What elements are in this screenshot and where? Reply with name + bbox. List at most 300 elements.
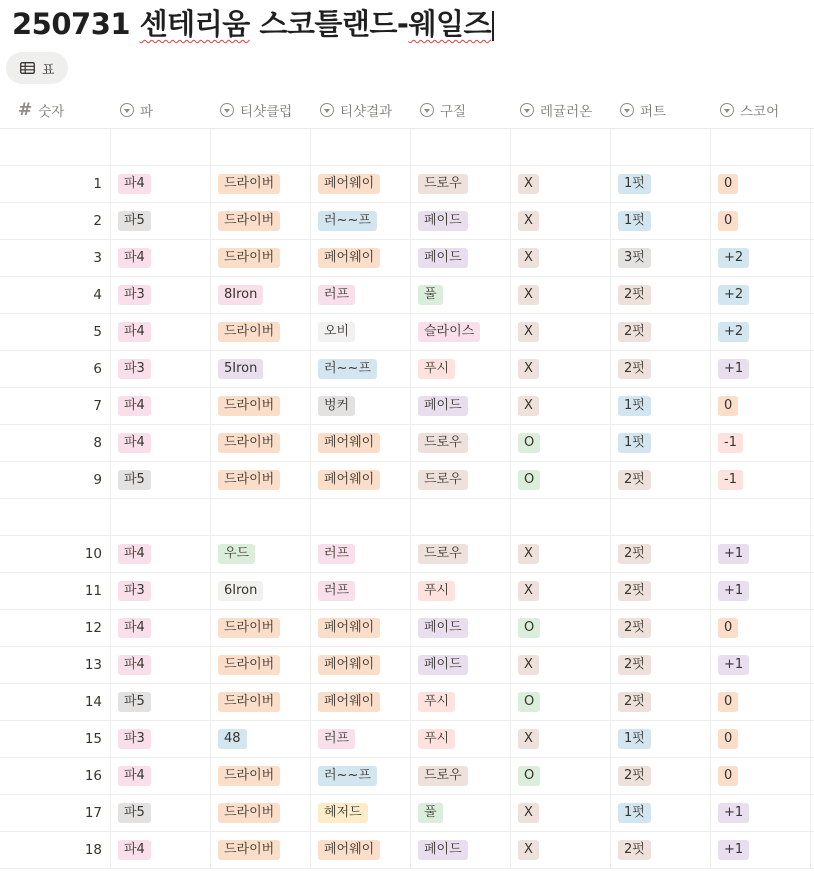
cell-score[interactable] <box>718 314 810 350</box>
table-row[interactable] <box>0 610 814 647</box>
cell-putt[interactable] <box>618 647 710 683</box>
cell-putt[interactable] <box>618 832 710 868</box>
column-divider <box>510 647 511 683</box>
column-divider <box>410 536 411 572</box>
cell-putt[interactable] <box>618 684 710 720</box>
table-row[interactable] <box>0 647 814 684</box>
cell-score[interactable] <box>718 536 810 572</box>
cell-result[interactable] <box>318 351 410 387</box>
cell-score[interactable] <box>718 203 810 239</box>
column-divider <box>610 721 611 757</box>
select-icon <box>320 103 334 117</box>
cell-result[interactable] <box>318 314 410 350</box>
column-divider <box>210 758 211 794</box>
column-header-club[interactable] <box>210 92 310 128</box>
view-tab-table[interactable] <box>6 52 68 84</box>
column-divider <box>210 203 211 239</box>
column-divider <box>110 684 111 720</box>
cell-score[interactable] <box>718 166 810 202</box>
club-tag: 드라이버 <box>218 174 280 194</box>
par-tag: 파4 <box>118 544 151 564</box>
par-tag: 파4 <box>118 396 151 416</box>
cell-result[interactable] <box>318 277 410 313</box>
cell-score[interactable] <box>718 462 810 498</box>
gir-tag: X <box>518 655 539 675</box>
cell-num[interactable]: 11 <box>84 583 102 599</box>
cell-par[interactable] <box>118 277 210 313</box>
club-tag: 드라이버 <box>218 692 280 712</box>
cell-score[interactable] <box>718 721 810 757</box>
cell-gir[interactable] <box>518 240 610 276</box>
cell-result[interactable] <box>318 832 410 868</box>
result-tag: 러프 <box>318 729 355 749</box>
gir-tag: X <box>518 544 539 564</box>
putt-tag: 2펏 <box>618 544 651 564</box>
cell-quality[interactable] <box>418 684 510 720</box>
cell-num[interactable]: 6 <box>93 361 102 377</box>
title-misspelled-word: 센테리움 <box>139 7 250 41</box>
column-divider <box>610 795 611 831</box>
column-divider <box>110 499 111 535</box>
cell-num[interactable]: 16 <box>84 768 102 784</box>
gir-tag: O <box>518 433 540 453</box>
cell-putt[interactable] <box>618 203 710 239</box>
cell-club[interactable] <box>218 277 310 313</box>
cell-result[interactable] <box>318 684 410 720</box>
cell-club[interactable] <box>218 351 310 387</box>
cell-gir[interactable] <box>518 721 610 757</box>
table-row[interactable] <box>0 388 814 425</box>
cell-club[interactable] <box>218 388 310 424</box>
cell-result[interactable] <box>318 240 410 276</box>
cell-putt[interactable] <box>618 462 710 498</box>
quality-tag: 페이드 <box>418 248 468 268</box>
quality-tag: 푸시 <box>418 359 455 379</box>
club-tag: 드라이버 <box>218 322 280 342</box>
cell-quality[interactable] <box>418 462 510 498</box>
column-divider <box>210 536 211 572</box>
table-icon <box>20 62 35 74</box>
column-divider <box>110 758 111 794</box>
column-divider <box>710 203 711 239</box>
column-divider <box>410 721 411 757</box>
cell-par[interactable] <box>118 610 210 646</box>
putt-tag: 2펏 <box>618 581 651 601</box>
putt-tag: 2펏 <box>618 766 651 786</box>
cell-club[interactable] <box>218 758 310 794</box>
result-tag: 페어웨이 <box>318 433 380 453</box>
column-header-gir[interactable] <box>510 92 610 128</box>
cell-gir[interactable] <box>518 314 610 350</box>
cell-par[interactable] <box>118 425 210 461</box>
table-row[interactable] <box>0 758 814 795</box>
cell-quality[interactable] <box>418 314 510 350</box>
column-divider <box>610 832 611 868</box>
cell-num[interactable]: 1 <box>93 176 102 192</box>
cell-score[interactable] <box>718 425 810 461</box>
cell-num[interactable]: 13 <box>84 657 102 673</box>
table-row-empty[interactable] <box>0 499 814 536</box>
cell-gir[interactable] <box>518 573 610 609</box>
column-divider <box>410 277 411 313</box>
column-divider <box>610 166 611 202</box>
cell-score[interactable] <box>718 832 810 868</box>
cell-quality[interactable] <box>418 388 510 424</box>
column-header-score[interactable] <box>710 92 810 128</box>
column-divider <box>610 573 611 609</box>
cell-putt[interactable] <box>618 758 710 794</box>
cell-result[interactable] <box>318 721 410 757</box>
cell-score[interactable] <box>718 277 810 313</box>
cell-result[interactable] <box>318 536 410 572</box>
column-header-result[interactable] <box>310 92 410 128</box>
cell-club[interactable] <box>218 795 310 831</box>
table-row[interactable] <box>0 425 814 462</box>
column-divider <box>810 240 811 276</box>
cell-gir[interactable] <box>518 610 610 646</box>
gir-tag: X <box>518 581 539 601</box>
gir-tag: X <box>518 285 539 305</box>
cell-gir[interactable] <box>518 166 610 202</box>
putt-tag: 2펏 <box>618 840 651 860</box>
quality-tag: 드로우 <box>418 544 468 564</box>
cell-quality[interactable] <box>418 536 510 572</box>
column-divider <box>110 536 111 572</box>
cell-gir[interactable] <box>518 684 610 720</box>
column-divider <box>510 314 511 350</box>
cell-club[interactable] <box>218 536 310 572</box>
column-divider <box>410 425 411 461</box>
cell-score[interactable] <box>718 647 810 683</box>
result-tag: 페어웨이 <box>318 840 380 860</box>
page-title[interactable] <box>12 4 494 44</box>
column-divider <box>410 499 411 535</box>
gir-tag: X <box>518 359 539 379</box>
table-row[interactable] <box>0 795 814 832</box>
cell-score[interactable] <box>718 610 810 646</box>
cell-putt[interactable] <box>618 351 710 387</box>
number-icon: # <box>18 100 33 120</box>
text-cursor <box>492 11 494 41</box>
column-divider <box>110 795 111 831</box>
column-divider <box>110 203 111 239</box>
cell-club[interactable] <box>218 684 310 720</box>
cell-num[interactable]: 17 <box>84 805 102 821</box>
cell-par[interactable] <box>118 314 210 350</box>
cell-putt[interactable] <box>618 240 710 276</box>
table-row[interactable] <box>0 203 814 240</box>
cell-par[interactable] <box>118 166 210 202</box>
cell-putt[interactable] <box>618 573 710 609</box>
cell-num[interactable]: 5 <box>93 324 102 340</box>
table-row-empty[interactable] <box>0 129 814 166</box>
cell-quality[interactable] <box>418 351 510 387</box>
gir-tag: X <box>518 174 539 194</box>
column-divider <box>610 351 611 387</box>
table-header-row <box>0 92 814 129</box>
column-divider <box>610 240 611 276</box>
cell-score[interactable] <box>718 684 810 720</box>
cell-num[interactable]: 9 <box>93 472 102 488</box>
cell-gir[interactable] <box>518 832 610 868</box>
club-tag: 드라이버 <box>218 803 280 823</box>
column-divider <box>710 647 711 683</box>
cell-quality[interactable] <box>418 166 510 202</box>
column-divider <box>410 240 411 276</box>
column-header-label: 숫자 <box>38 104 65 120</box>
cell-par[interactable] <box>118 462 210 498</box>
score-tag: 0 <box>718 618 738 638</box>
table-row[interactable] <box>0 314 814 351</box>
cell-putt[interactable] <box>618 314 710 350</box>
gir-tag: X <box>518 729 539 749</box>
result-tag: 러~~프 <box>318 211 377 231</box>
column-divider <box>410 351 411 387</box>
column-divider <box>810 721 811 757</box>
cell-par[interactable] <box>118 573 210 609</box>
cell-quality[interactable] <box>418 425 510 461</box>
cell-result[interactable] <box>318 647 410 683</box>
cell-gir[interactable] <box>518 462 610 498</box>
putt-tag: 2펏 <box>618 322 651 342</box>
table-row[interactable] <box>0 277 814 314</box>
table-row[interactable] <box>0 832 814 869</box>
par-tag: 파4 <box>118 766 151 786</box>
cell-quality[interactable] <box>418 203 510 239</box>
column-divider <box>310 573 311 609</box>
column-divider <box>710 684 711 720</box>
column-divider <box>310 536 311 572</box>
cell-num[interactable]: 4 <box>93 287 102 303</box>
select-icon <box>120 103 134 117</box>
column-divider <box>110 314 111 350</box>
cell-quality[interactable] <box>418 573 510 609</box>
quality-tag: 드로우 <box>418 470 468 490</box>
par-tag: 파5 <box>118 803 151 823</box>
quality-tag: 드로우 <box>418 174 468 194</box>
score-tag: +1 <box>718 359 749 379</box>
club-tag: 드라이버 <box>218 618 280 638</box>
cell-club[interactable] <box>218 314 310 350</box>
cell-gir[interactable] <box>518 351 610 387</box>
result-tag: 벙커 <box>318 396 355 416</box>
column-divider <box>710 314 711 350</box>
cell-gir[interactable] <box>518 758 610 794</box>
cell-club[interactable] <box>218 721 310 757</box>
cell-num[interactable]: 18 <box>84 842 102 858</box>
column-divider <box>710 129 711 165</box>
cell-club[interactable] <box>218 203 310 239</box>
cell-quality[interactable] <box>418 610 510 646</box>
column-divider <box>710 573 711 609</box>
column-divider <box>210 795 211 831</box>
cell-putt[interactable] <box>618 388 710 424</box>
club-tag: 우드 <box>218 544 255 564</box>
column-header-num[interactable] <box>0 92 110 128</box>
column-divider <box>510 610 511 646</box>
column-divider <box>110 573 111 609</box>
cell-par[interactable] <box>118 647 210 683</box>
cell-club[interactable] <box>218 573 310 609</box>
cell-club[interactable] <box>218 832 310 868</box>
title-misspelled-word-2: 웨일즈 <box>408 7 491 41</box>
cell-num[interactable]: 10 <box>84 546 102 562</box>
column-header-putt[interactable] <box>610 92 710 128</box>
table-row[interactable] <box>0 166 814 203</box>
cell-quality[interactable] <box>418 240 510 276</box>
cell-par[interactable] <box>118 795 210 831</box>
quality-tag: 페이드 <box>418 396 468 416</box>
putt-tag: 1펏 <box>618 174 651 194</box>
cell-par[interactable] <box>118 203 210 239</box>
cell-score[interactable] <box>718 795 810 831</box>
result-tag: 페어웨이 <box>318 174 380 194</box>
cell-gir[interactable] <box>518 795 610 831</box>
quality-tag: 드로우 <box>418 766 468 786</box>
cell-quality[interactable] <box>418 832 510 868</box>
par-tag: 파4 <box>118 840 151 860</box>
cell-quality[interactable] <box>418 795 510 831</box>
cell-num[interactable]: 2 <box>93 213 102 229</box>
cell-club[interactable] <box>218 166 310 202</box>
column-divider <box>210 832 211 868</box>
cell-result[interactable] <box>318 203 410 239</box>
cell-result[interactable] <box>318 388 410 424</box>
column-divider <box>410 166 411 202</box>
cell-club[interactable] <box>218 610 310 646</box>
cell-score[interactable] <box>718 758 810 794</box>
cell-score[interactable] <box>718 351 810 387</box>
column-divider <box>610 758 611 794</box>
par-tag: 파5 <box>118 692 151 712</box>
cell-club[interactable] <box>218 462 310 498</box>
table-row[interactable] <box>0 462 814 499</box>
table-row[interactable] <box>0 536 814 573</box>
quality-tag: 페이드 <box>418 655 468 675</box>
column-divider <box>310 314 311 350</box>
table-row[interactable] <box>0 573 814 610</box>
title-text: 스코틀랜드- <box>249 7 409 41</box>
cell-club[interactable] <box>218 425 310 461</box>
cell-putt[interactable] <box>618 721 710 757</box>
cell-par[interactable] <box>118 758 210 794</box>
cell-result[interactable] <box>318 425 410 461</box>
column-header-quality[interactable] <box>410 92 510 128</box>
cell-gir[interactable] <box>518 277 610 313</box>
column-divider <box>810 166 811 202</box>
cell-par[interactable] <box>118 351 210 387</box>
column-divider <box>510 462 511 498</box>
column-divider <box>310 388 311 424</box>
cell-gir[interactable] <box>518 388 610 424</box>
cell-result[interactable] <box>318 758 410 794</box>
club-tag: 드라이버 <box>218 470 280 490</box>
table-row[interactable] <box>0 240 814 277</box>
table-row[interactable] <box>0 684 814 721</box>
cell-gir[interactable] <box>518 203 610 239</box>
club-tag: 48 <box>218 729 247 749</box>
quality-tag: 푸시 <box>418 729 455 749</box>
column-header-label: 티샷결과 <box>340 104 393 120</box>
cell-gir[interactable] <box>518 647 610 683</box>
cell-par[interactable] <box>118 721 210 757</box>
cell-par[interactable] <box>118 536 210 572</box>
cell-num[interactable]: 3 <box>93 250 102 266</box>
cell-score[interactable] <box>718 240 810 276</box>
cell-quality[interactable] <box>418 758 510 794</box>
cell-num[interactable]: 14 <box>84 694 102 710</box>
column-divider <box>610 610 611 646</box>
cell-num[interactable]: 8 <box>93 435 102 451</box>
par-tag: 파3 <box>118 581 151 601</box>
cell-quality[interactable] <box>418 277 510 313</box>
cell-putt[interactable] <box>618 425 710 461</box>
cell-result[interactable] <box>318 610 410 646</box>
club-tag: 5Iron <box>218 359 263 379</box>
column-divider <box>810 647 811 683</box>
cell-result[interactable] <box>318 573 410 609</box>
cell-putt[interactable] <box>618 610 710 646</box>
cell-result[interactable] <box>318 462 410 498</box>
cell-putt[interactable] <box>618 277 710 313</box>
cell-club[interactable] <box>218 647 310 683</box>
cell-par[interactable] <box>118 240 210 276</box>
cell-club[interactable] <box>218 240 310 276</box>
column-divider <box>710 610 711 646</box>
table-row[interactable] <box>0 351 814 388</box>
club-tag: 드라이버 <box>218 396 280 416</box>
column-divider <box>810 425 811 461</box>
par-tag: 파3 <box>118 359 151 379</box>
cell-num[interactable]: 15 <box>84 731 102 747</box>
cell-score[interactable] <box>718 573 810 609</box>
cell-gir[interactable] <box>518 536 610 572</box>
cell-par[interactable] <box>118 832 210 868</box>
cell-par[interactable] <box>118 684 210 720</box>
cell-par[interactable] <box>118 388 210 424</box>
column-divider <box>410 758 411 794</box>
column-divider <box>610 129 611 165</box>
cell-putt[interactable] <box>618 795 710 831</box>
cell-score[interactable] <box>718 388 810 424</box>
gir-tag: O <box>518 618 540 638</box>
column-divider <box>310 499 311 535</box>
column-divider <box>710 462 711 498</box>
cell-quality[interactable] <box>418 721 510 757</box>
cell-putt[interactable] <box>618 536 710 572</box>
column-header-par[interactable] <box>110 92 210 128</box>
cell-gir[interactable] <box>518 425 610 461</box>
column-divider <box>210 684 211 720</box>
result-tag: 헤저드 <box>318 803 368 823</box>
column-divider <box>210 351 211 387</box>
table-row[interactable] <box>0 721 814 758</box>
cell-quality[interactable] <box>418 647 510 683</box>
cell-putt[interactable] <box>618 166 710 202</box>
column-divider <box>810 758 811 794</box>
column-divider <box>710 795 711 831</box>
column-divider <box>510 758 511 794</box>
cell-num[interactable]: 12 <box>84 620 102 636</box>
cell-result[interactable] <box>318 166 410 202</box>
quality-tag: 페이드 <box>418 211 468 231</box>
column-divider <box>810 795 811 831</box>
column-divider <box>110 610 111 646</box>
column-divider <box>810 129 811 165</box>
cell-result[interactable] <box>318 795 410 831</box>
column-divider <box>810 684 811 720</box>
cell-num[interactable]: 7 <box>93 398 102 414</box>
